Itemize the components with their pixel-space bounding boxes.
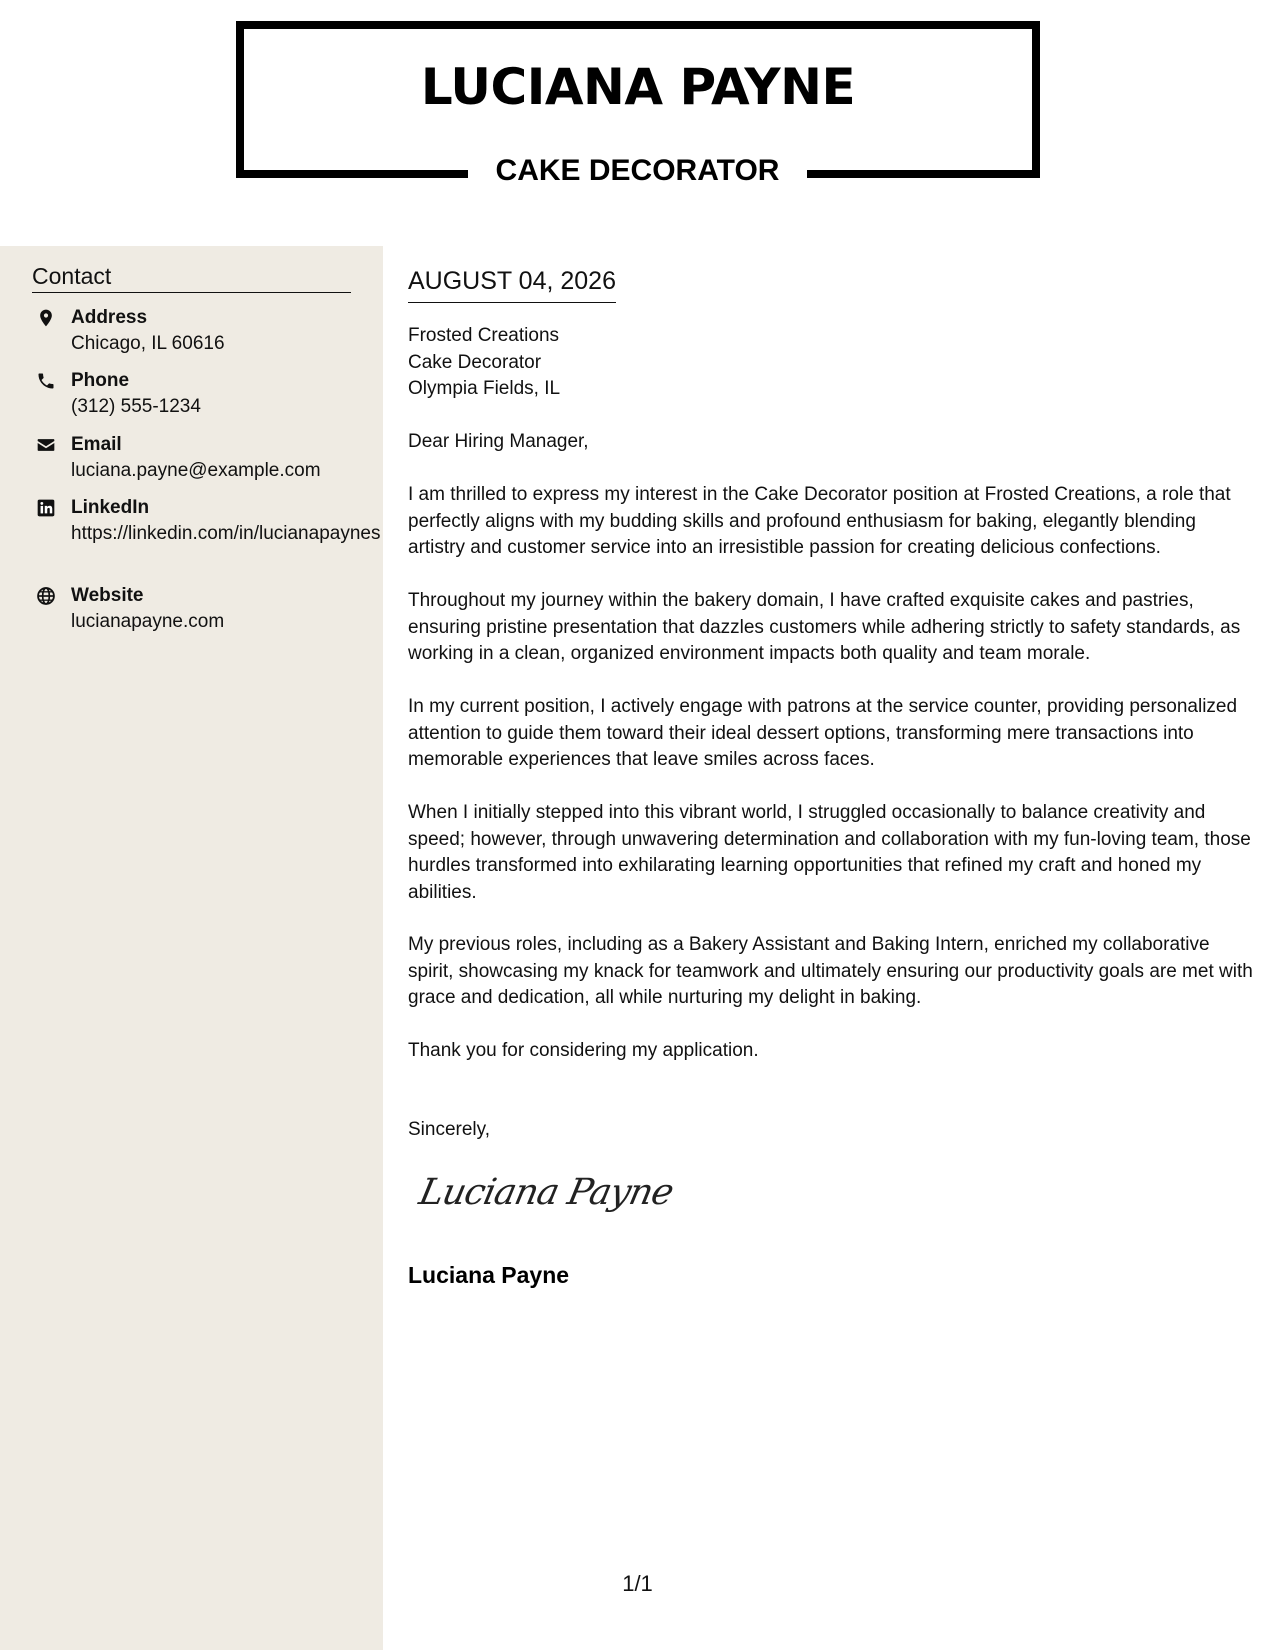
phone-icon xyxy=(36,371,56,391)
contact-sidebar xyxy=(0,246,383,1650)
signer-name: Luciana Payne xyxy=(408,1262,570,1288)
body-paragraph: My previous roles, including as a Bakery Assistant and Baking Intern, enriched my collaborative spirit, showcasing my knack for teamwork and ultimately ensuring our productivity goals are met with grace and dedication, all while nurturing my delight in baking. xyxy=(408,934,1253,1008)
contact-label: Address xyxy=(71,307,148,328)
body-paragraph: Throughout my journey within the bakery domain, I have crafted exquisite cakes and pastries, ensuring pristine presentation that dazzles customers while adhering strictly to safety standards, as working in a clean, organized environment impacts both quality and team morale. xyxy=(408,590,1241,664)
contact-label: LinkedIn xyxy=(71,497,150,518)
thanks-line: Thank you for considering my application. xyxy=(408,1040,759,1061)
contact-value: lucianapayne.com xyxy=(71,611,225,632)
recipient-block xyxy=(408,323,560,403)
recipient-location: Olympia Fields, IL xyxy=(408,378,561,399)
recipient-position: Cake Decorator xyxy=(408,351,542,373)
body-paragraph: In my current position, I actively engage with patrons at the service counter, providing personalized attention to guide them toward their ideal dessert options, transforming mere transactions into memorable experiences that leave smiles across faces. xyxy=(408,696,1238,770)
body-paragraph: I am thrilled to express my interest in the Cake Decorator position at Frosted Creations, a role that perfectly aligns with my budding skills and profound enthusiasm for baking, elegantly blending artistry and customer service into an irresistible passion for creating delicious confections. xyxy=(408,484,1231,558)
map-pin-icon xyxy=(36,308,56,328)
linkedin-icon xyxy=(36,498,56,518)
page-number: 1/1 xyxy=(622,1571,653,1596)
contact-value: (312) 555-1234 xyxy=(71,396,201,417)
globe-icon xyxy=(36,586,56,606)
handwritten-signature: Luciana Payne xyxy=(415,1172,677,1213)
frame-bottom-left-rule xyxy=(236,170,468,178)
contact-value: Chicago, IL 60616 xyxy=(71,333,225,354)
closing: Sincerely, xyxy=(408,1119,491,1140)
applicant-name: LUCIANA PAYNE xyxy=(420,58,856,116)
body-paragraph: When I initially stepped into this vibrant world, I struggled occasionally to balance creativity and speed; however, through unwavering determination and collaboration with my fun-loving team, those hurdles transformed into exhilarating learning opportunities that refined my craft and honed my abilities. xyxy=(408,802,1251,903)
recipient-company: Frosted Creations xyxy=(408,325,560,346)
salutation: Dear Hiring Manager, xyxy=(408,431,589,452)
contact-label: Phone xyxy=(71,370,130,391)
contact-heading: Contact xyxy=(32,262,351,293)
letter-date: AUGUST 04, 2026 xyxy=(408,266,616,303)
contact-value: https://linkedin.com/in/lucianapaynes xyxy=(71,523,381,544)
envelope-icon xyxy=(36,435,56,455)
contact-label: Email xyxy=(71,434,122,455)
frame-bottom-right-rule xyxy=(807,170,1040,178)
job-title: CAKE DECORATOR xyxy=(495,154,780,187)
contact-label: Website xyxy=(71,585,144,606)
contact-value: luciana.payne@example.com xyxy=(71,460,321,481)
